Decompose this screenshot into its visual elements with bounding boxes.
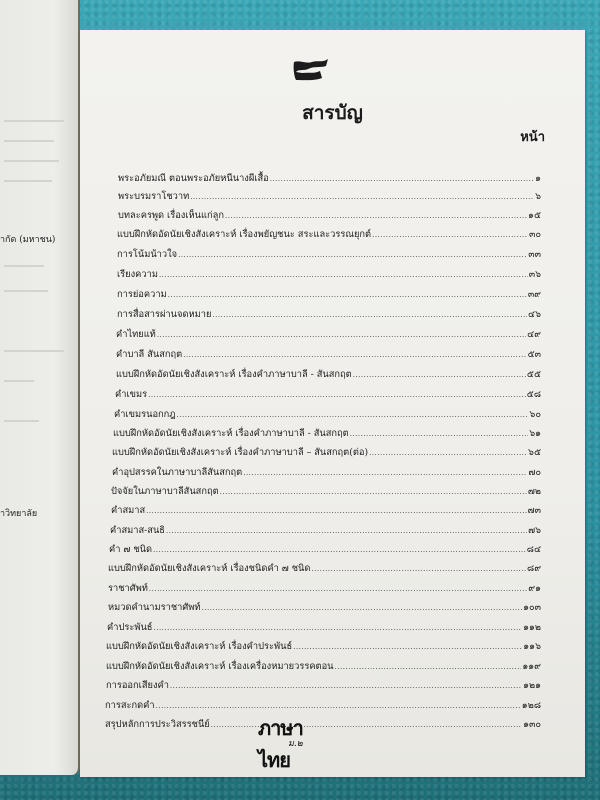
- toc-entry[interactable]: เรียงความ ..... ๓๖: [117, 266, 541, 284]
- toc-entry[interactable]: การสื่อสารผ่านจดหมาย ..... ๔๖: [117, 306, 541, 324]
- leader-dots: [148, 386, 526, 404]
- leader-dots: [153, 541, 526, 559]
- toc-entry[interactable]: ปัจจัยในภาษาบาลีสันสกฤต ..... ๗๒: [111, 483, 541, 501]
- leader-dots: [146, 502, 527, 520]
- faded-text-line: [4, 265, 44, 267]
- leader-dots: [220, 483, 527, 501]
- toc-entry[interactable]: การโน้มน้าวใจ ..... ๓๓: [117, 246, 541, 264]
- left-page-fragment: ากัด (มหาชน): [0, 235, 56, 245]
- leader-dots: [183, 346, 526, 364]
- toc-entry[interactable]: แบบฝึกหัดอัดนัยเชิงสังเคราะห์ เรื่องชนิดคำ ๗ ชนิด ..... ๘๙: [108, 560, 541, 578]
- toc-entry[interactable]: หมวดคำนามราชาศัพท์ ..... ๑๐๓: [108, 599, 541, 617]
- leader-dots: [335, 658, 522, 676]
- left-page: [0, 0, 80, 775]
- faded-text-line: [4, 120, 64, 122]
- leader-dots: [178, 246, 527, 264]
- leader-dots: [212, 306, 527, 324]
- toc-entry[interactable]: แบบฝึกหัดอัดนัยเชิงสังเคราะห์ เรื่องคำภาษาบาลี – สันสกฤต(ต่อ) ..... ๖๕: [112, 444, 541, 462]
- leader-dots: [293, 638, 522, 656]
- toc-entry[interactable]: คำไทยแท้ ..... ๔๙: [116, 326, 541, 344]
- leader-dots: [372, 226, 528, 244]
- leader-dots: [369, 444, 527, 462]
- leader-dots: [350, 425, 528, 443]
- toc-entry[interactable]: คำบาลี สันสกฤต ..... ๕๓: [116, 346, 541, 364]
- footer-logo-sub: ม.๒: [288, 739, 303, 749]
- right-page: [80, 30, 585, 777]
- faded-text-line: [4, 420, 39, 422]
- leader-dots: [270, 170, 534, 188]
- ornament-logo-icon: [292, 58, 330, 82]
- toc-entry[interactable]: ราชาศัพท์ ..... ๙๑: [108, 580, 541, 598]
- leader-dots: [156, 697, 521, 715]
- toc-entry[interactable]: พระบรมราโชวาท ..... ๖: [118, 188, 541, 206]
- leader-dots: [225, 207, 527, 225]
- toc-entry[interactable]: คำ ๗ ชนิด ..... ๘๔: [109, 541, 541, 559]
- toc-entry[interactable]: แบบฝึกหัดอัดนัยเชิงสังเคราะห์ เรื่องคำภาษาบาลี - สันสกฤต ..... ๕๕: [116, 366, 541, 384]
- faded-text-line: [4, 140, 54, 142]
- toc-entry[interactable]: คำเขมร ..... ๕๘: [115, 386, 541, 404]
- toc-entry[interactable]: การสะกดคำ ..... ๑๒๘: [105, 697, 541, 715]
- leader-dots: [157, 326, 526, 344]
- leader-dots: [190, 188, 534, 206]
- faded-text-line: [4, 380, 34, 382]
- leader-dots: [154, 619, 523, 637]
- leader-dots: [168, 286, 527, 304]
- toc-entry[interactable]: แบบฝึกหัดอัดนัยเชิงสังเคราะห์ เรื่องคำภาษาบาลี - สันสกฤต ..... ๖๑: [113, 425, 541, 443]
- leader-dots: [170, 677, 522, 695]
- toc-entry[interactable]: คำประพันธ์ ..... ๑๑๒: [107, 619, 541, 637]
- faded-text-line: [4, 350, 64, 352]
- toc-entry[interactable]: พระอภัยมณี ตอนพระอภัยหนีนางผีเสื้อ ..... ๑: [118, 170, 541, 188]
- footer-logo-brand: ภาษาไทย: [258, 716, 303, 772]
- page-title: สารบัญ: [302, 102, 363, 124]
- faded-text-line: [4, 180, 52, 182]
- toc-entry[interactable]: แบบฝึกหัดอัดนัยเชิงสังเคราะห์ เรื่องเครื่องหมายวรรคตอน ..... ๑๑๙: [106, 658, 541, 676]
- leader-dots: [166, 522, 527, 540]
- leader-dots: [353, 366, 526, 384]
- toc-entry[interactable]: คำเขมรนอกกฎ ..... ๖๐: [114, 406, 541, 424]
- toc-entry[interactable]: การย่อความ ..... ๓๙: [117, 286, 541, 304]
- leader-dots: [202, 599, 523, 617]
- toc-entry[interactable]: แบบฝึกหัดอัดนัยเชิงสังเคราะห์ เรื่องคำประพันธ์ ..... ๑๑๖: [106, 638, 541, 656]
- faded-text-line: [4, 160, 59, 162]
- left-page-fragment: าวิทยาลัย: [0, 509, 38, 519]
- toc-entry[interactable]: คำสมาส ..... ๗๓: [111, 502, 541, 520]
- leader-dots: [311, 560, 526, 578]
- page-column-header: หน้า: [520, 130, 545, 145]
- faded-text-line: [4, 290, 48, 292]
- toc-entry[interactable]: บทละครพูด เรื่องเห็นแก่ลูก ..... ๑๕: [118, 207, 541, 225]
- toc-entry[interactable]: คำอุปสรรคในภาษาบาลีสันสกฤต ..... ๗๐: [112, 464, 541, 482]
- toc-entry[interactable]: การออกเสียงคำ ..... ๑๒๑: [106, 677, 541, 695]
- toc-entry[interactable]: สรุปหลักการประวิสรรชนีย์ ..... ๑๓๐: [105, 716, 541, 734]
- leader-dots: [159, 266, 528, 284]
- leader-dots: [177, 406, 529, 424]
- leader-dots: [149, 580, 527, 598]
- toc-entry[interactable]: แบบฝึกหัดอัดนัยเชิงสังเคราะห์ เรื่องพยัญชนะ สระและวรรณยุกต์ ..... ๓๐: [117, 226, 541, 244]
- toc-entry[interactable]: คำสมาส-สนธิ ..... ๗๖: [110, 522, 541, 540]
- leader-dots: [243, 464, 527, 482]
- footer-logo: [258, 704, 328, 772]
